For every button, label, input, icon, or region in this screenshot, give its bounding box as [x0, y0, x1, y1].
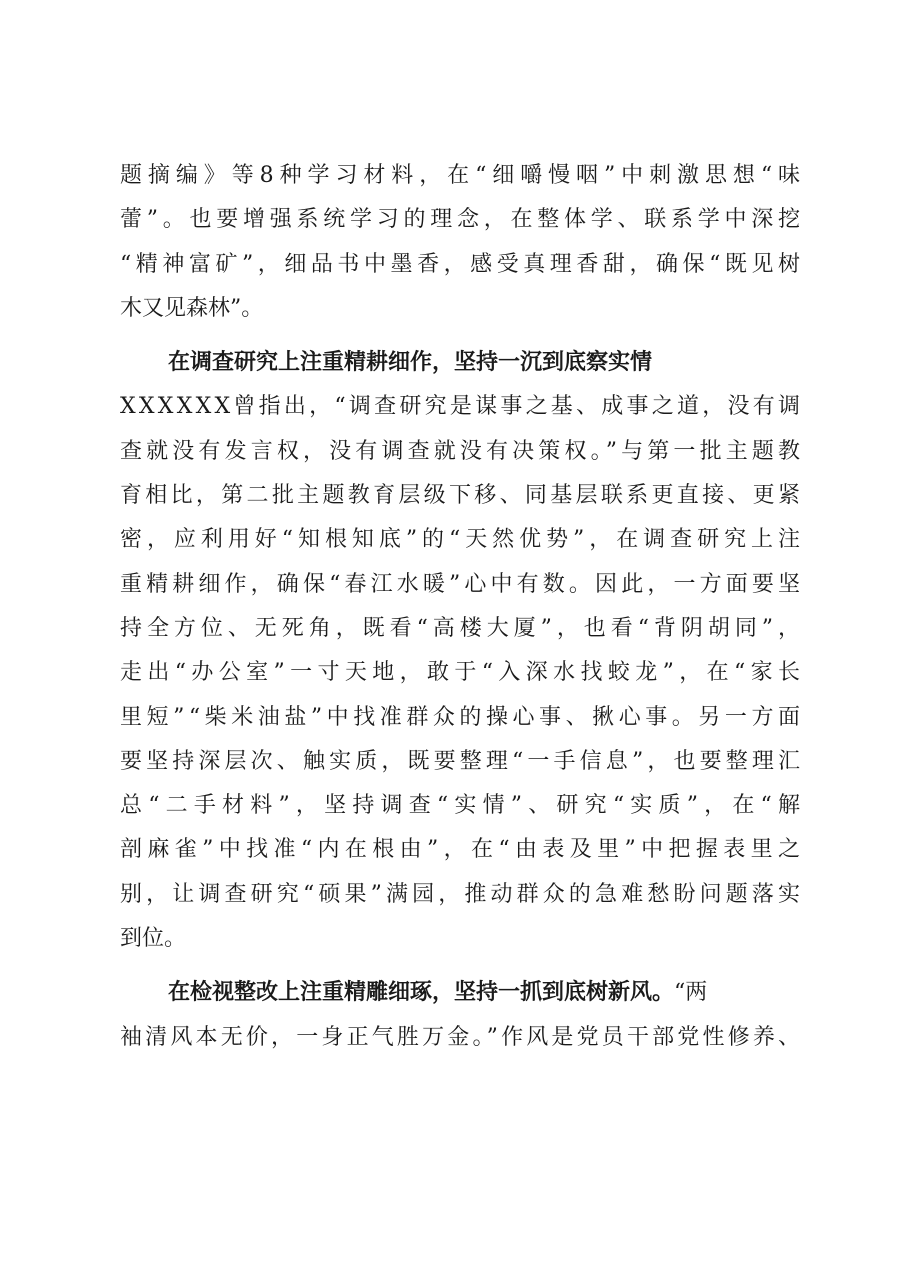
text-line — [120, 430, 805, 474]
text-line — [120, 563, 805, 607]
text-line-content: “精神富矿”，细品书中墨香，感受真理香甜，确保“既见树 — [120, 251, 805, 277]
text-line — [120, 651, 806, 695]
text-line — [120, 243, 805, 287]
text-line-content: XXXXXX曾指出，“调查研究是谋事之基、成事之道，没有调 — [120, 394, 804, 420]
text-line — [120, 917, 800, 961]
text-line — [120, 828, 806, 872]
section-heading-line — [120, 961, 800, 1015]
text-line — [120, 287, 800, 331]
text-line-content: 查就没有发言权，没有调查就没有决策权。”与第一批主题教 — [120, 438, 805, 464]
text-line-content: 重精耕细作，确保“春江水暖”心中有数。因此，一方面要坚 — [120, 571, 805, 597]
text-line-content: 剖麻雀”中找准“内在根由”，在“由表及里”中把握表里之 — [120, 837, 806, 863]
text-line — [120, 784, 807, 828]
text-line-content: 蕾”。也要增强系统学习的理念，在整体学、联系学中深挖 — [120, 207, 805, 233]
text-line-content: 别，让调查研究“硕果”满园，推动群众的急难愁盼问题落实 — [120, 881, 805, 907]
text-line — [120, 385, 804, 429]
text-line-content: 走出“办公室”一寸天地，敢于“入深水找蛟龙”，在“家长 — [120, 660, 806, 686]
text-line — [120, 740, 805, 784]
text-line-content: 育相比，第二批主题教育层级下移、同基层联系更直接、更紧 — [120, 483, 804, 509]
text-line-content: 木又见森林”。 — [120, 295, 264, 321]
section-heading-text: 在调查研究上注重精耕细作，坚持一沉到底察实情 — [168, 350, 653, 376]
text-line-content: 总“二手材料”，坚持调查“实情”、研究“实质”，在“解 — [120, 793, 807, 819]
section-heading-text: 在检视整改上注重精雕细琢，坚持一抓到底树新风。 — [168, 980, 675, 1006]
text-line — [120, 198, 805, 242]
text-line-content: 持全方位、无死角，既看“高楼大厦”，也看“背阴胡同”， — [120, 615, 805, 641]
text-line-content: 要坚持深层次、触实质，既要整理“一手信息”，也要整理汇 — [120, 748, 805, 774]
text-line-content: 到位。 — [120, 926, 187, 952]
text-line-content: 袖清风本无价，一身正气胜万金。”作风是党员干部党性修养、 — [120, 1024, 804, 1050]
text-line-content: 密，应利用好“知根知底”的“天然优势”，在调查研究上注 — [120, 527, 805, 553]
text-line — [120, 873, 805, 917]
text-line — [120, 518, 805, 562]
text-line — [120, 1016, 804, 1060]
text-line — [120, 607, 805, 651]
section-heading — [120, 331, 800, 385]
text-line-content: 里短”“柴米油盐”中找准群众的操心事、揪心事。另一方面 — [120, 704, 805, 730]
text-line — [120, 696, 805, 740]
text-line-content: 题摘编》等8种学习材料，在“细嚼慢咽”中刺激思想“味 — [120, 163, 806, 188]
text-line-content: “两 — [674, 980, 708, 1006]
text-line — [120, 474, 804, 518]
document-body — [120, 154, 807, 1060]
text-line — [120, 154, 806, 198]
